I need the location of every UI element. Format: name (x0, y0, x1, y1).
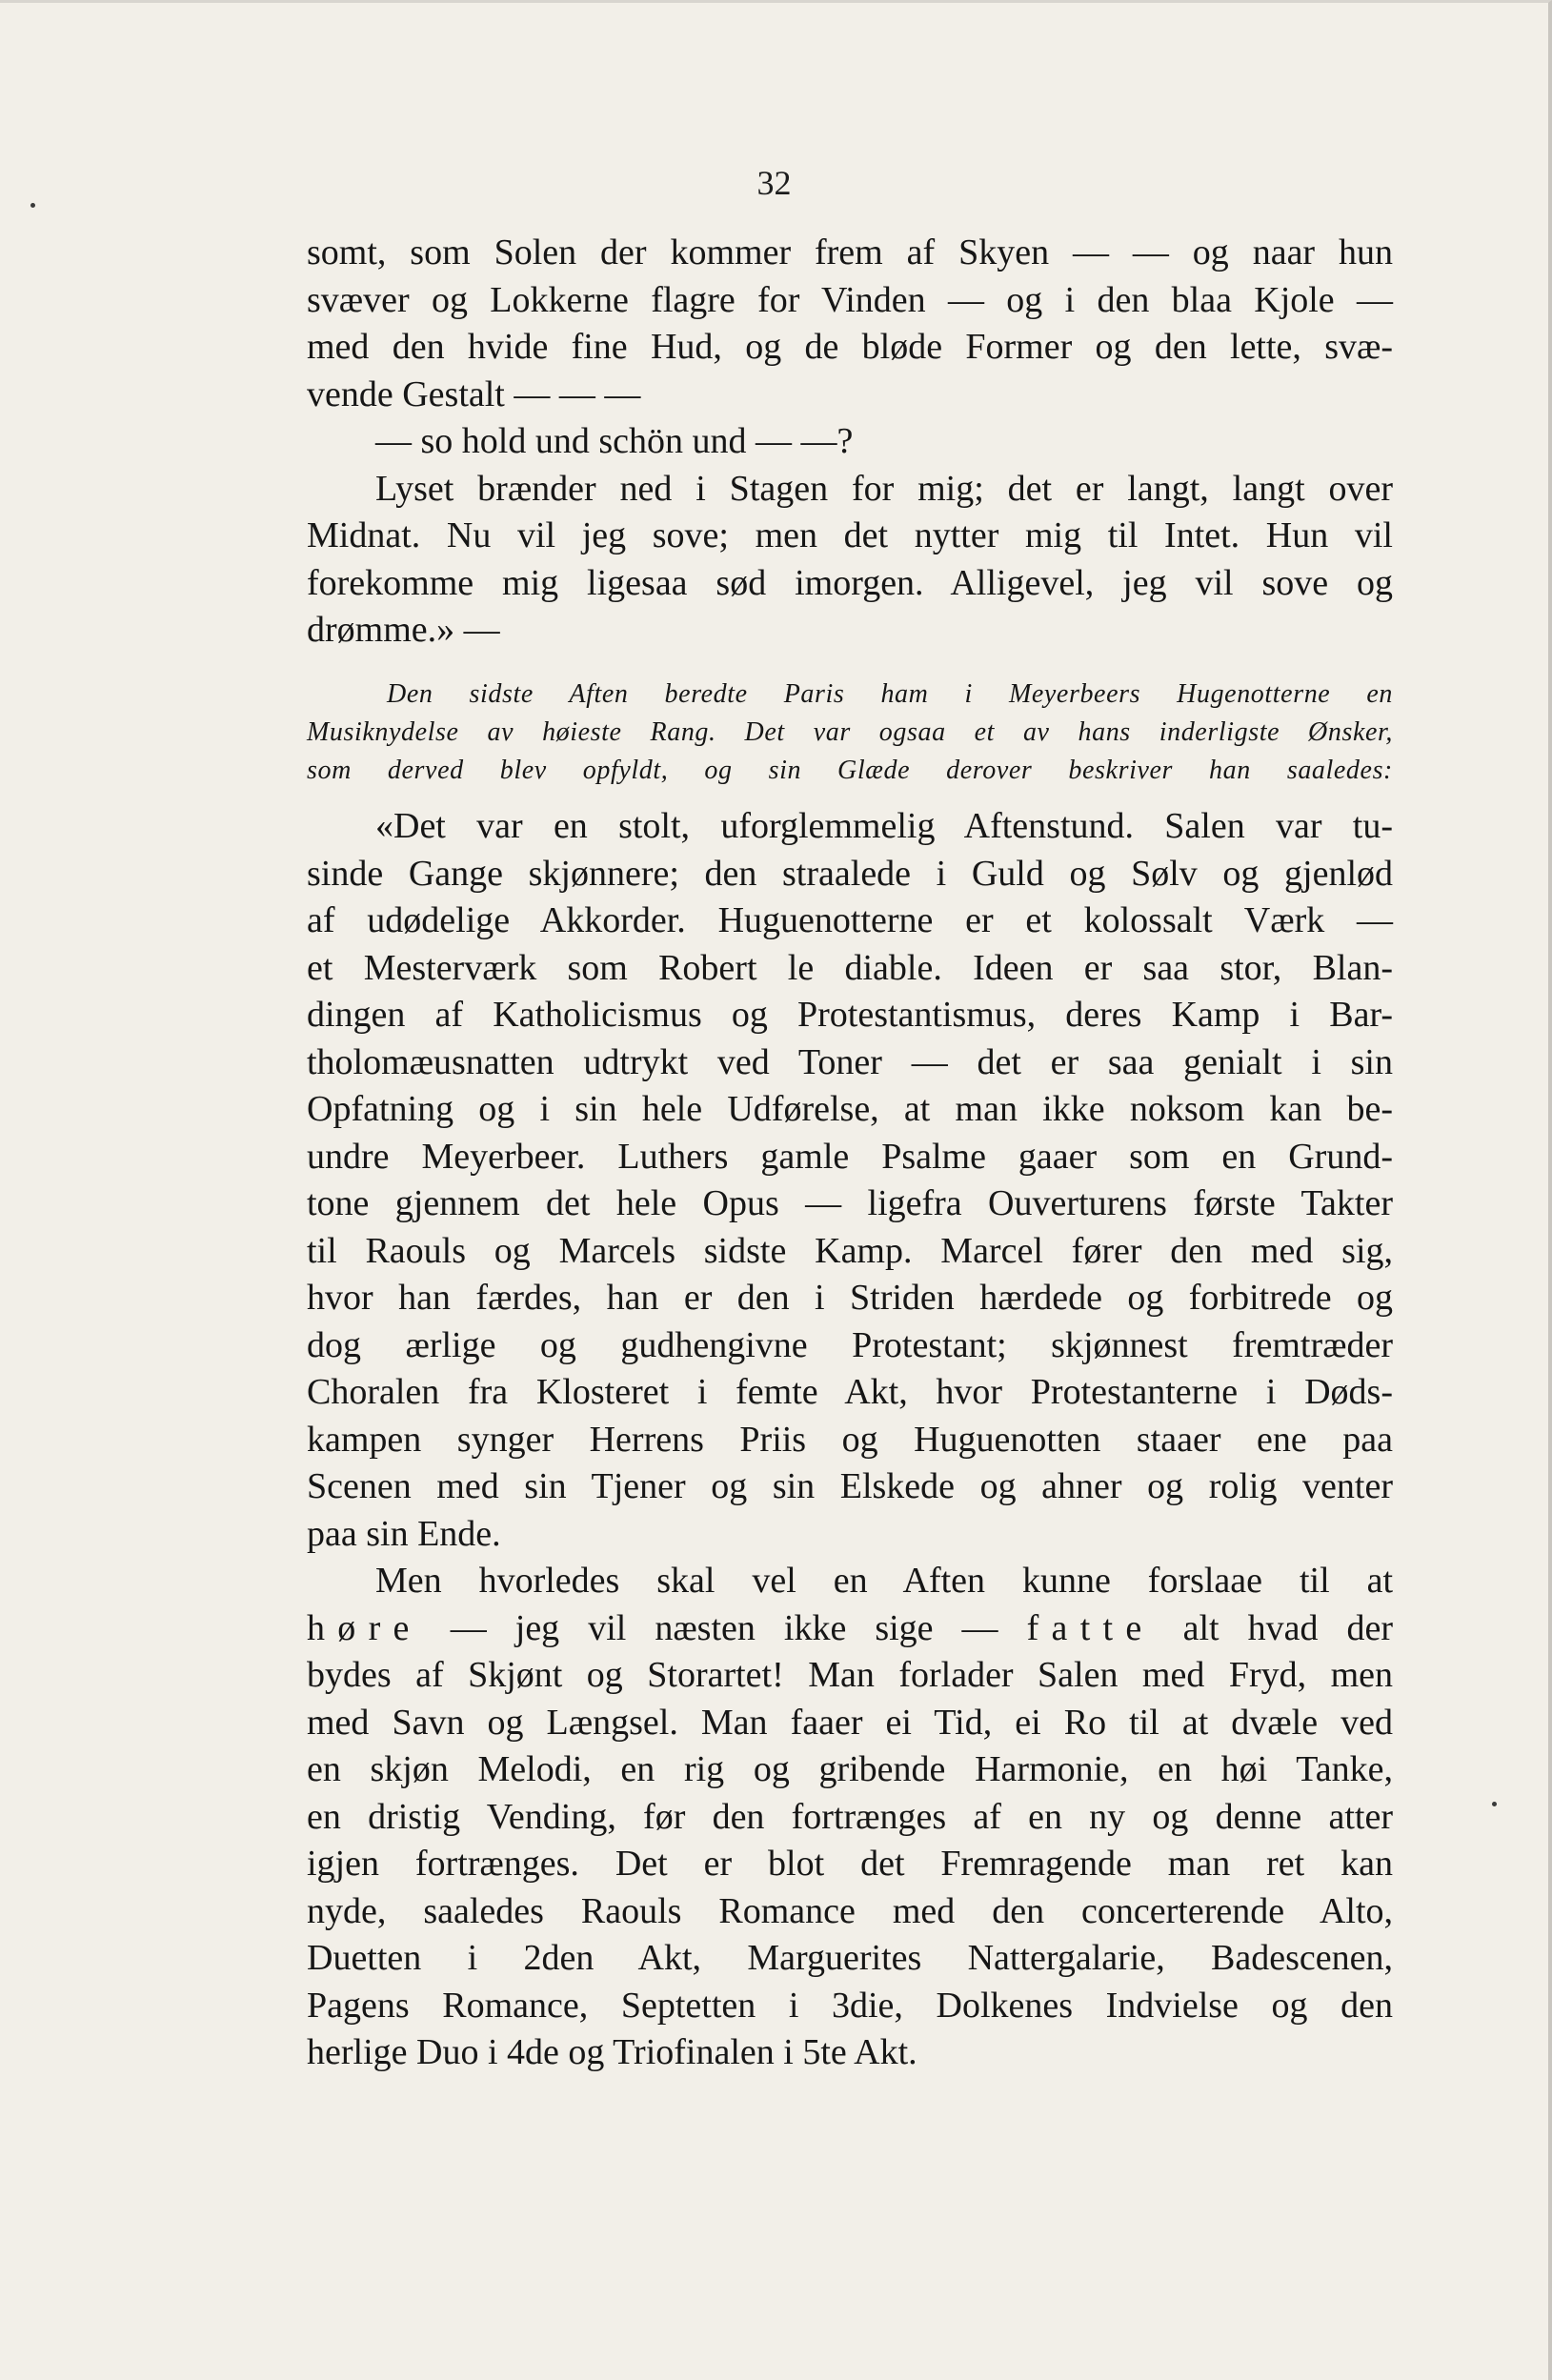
text-line: sinde Gange skjønnere; den straalede i Guld og Sølv og gjenlød (307, 853, 1393, 894)
text-line: dingen af Katholicismus og Protestantismus, deres Kamp i Bar- (307, 995, 1393, 1035)
text-line: herlige Duo i 4de og Triofinalen i 5te Akt. (307, 2032, 917, 2072)
text-line: «Det var en stolt, uforglemmelig Aftenstund. Salen var tu- (375, 806, 1393, 846)
text-line: kampen synger Herrens Priis og Huguenotten staaer ene paa (307, 1419, 1393, 1460)
text-line: Men hvorledes skal vel en Aften kunne forslaae til at (375, 1561, 1393, 1601)
caption-line: Den sidste Aften beredte Paris ham i Meyerbeers Hugenotterne en (387, 679, 1393, 709)
text-line: drømme.» — (307, 610, 500, 650)
text-line: med Savn og Længsel. Man faaer ei Tid, ei Ro til at dvæle ved (307, 1702, 1393, 1743)
text-line: Duetten i 2den Akt, Marguerites Nattergalarie, Badescenen, (307, 1938, 1393, 1978)
text-line: undre Meyerbeer. Luthers gamle Psalme gaaer som en Grund- (307, 1136, 1393, 1177)
text-line: forekomme mig ligesaa sød imorgen. Alligevel, jeg vil sove og (307, 562, 1393, 603)
text-line-spaced (307, 1605, 1393, 1653)
caption-line: Musiknydelse av høieste Rang. Det var ogsaa et av hans inderligste Ønsker, (307, 717, 1393, 747)
text-line: Lyset brænder ned i Stagen for mig; det er langt, langt over (375, 468, 1393, 509)
spaced-word: høre (307, 1607, 422, 1648)
text-line: et Mesterværk som Robert le diable. Ideen er saa stor, Blan- (307, 947, 1393, 988)
text-line: nyde, saaledes Raouls Romance med den concerterende Alto, (307, 1890, 1393, 1931)
text-line: til Raouls og Marcels sidste Kamp. Marcel fører den med sig, (307, 1230, 1393, 1271)
text-line: tone gjennem det hele Opus — ligefra Ouverturens første Takter (307, 1183, 1393, 1223)
text-segment: alt hvad der (1154, 1607, 1394, 1648)
text-line: en dristig Vending, før den fortrænges af en ny og denne atter (307, 1796, 1393, 1837)
text-line: hvor han færdes, han er den i Striden hærdede og forbitrede og (307, 1278, 1393, 1318)
text-line: igjen fortrænges. Det er blot det Fremragende man ret kan (307, 1844, 1393, 1884)
speck-mark (30, 203, 35, 208)
text-segment: — jeg vil næsten ikke sige — (421, 1607, 1027, 1648)
body-text-top (307, 230, 1393, 655)
text-line: med den hvide fine Hud, og de bløde Former og den lette, svæ- (307, 327, 1393, 367)
text-line: svæver og Lokkerne flagre for Vinden — og i den blaa Kjole — (307, 279, 1393, 320)
text-line: Pagens Romance, Septetten i 3die, Dolkenes Indvielse og den (307, 1985, 1393, 2026)
spaced-word: fatte (1026, 1607, 1155, 1648)
text-line: af udødelige Akkorder. Huguenotterne er et kolossalt Værk — (307, 900, 1393, 940)
text-line: paa sin Ende. (307, 1513, 501, 1554)
text-line: Midnat. Nu vil jeg sove; men det nytter mig til Intet. Hun vil (307, 515, 1393, 555)
page-number: 32 (756, 164, 792, 202)
text-line: somt, som Solen der kommer frem af Skyen — — og naar hun (307, 232, 1393, 272)
italic-caption (307, 676, 1393, 790)
text-line: vende Gestalt — — — (307, 373, 641, 414)
body-text-bottom (307, 803, 1393, 2077)
text-line: — so hold und schön und — —? (375, 421, 854, 461)
text-line: Opfatning og i sin hele Udførelse, at man ikke noksom kan be- (307, 1089, 1393, 1129)
speck-mark (1492, 1802, 1497, 1806)
text-line: Choralen fra Klosteret i femte Akt, hvor Protestanterne i Døds- (307, 1372, 1393, 1412)
caption-line: som derved blev opfyldt, og sin Glæde derover beskriver han saaledes: (307, 756, 1393, 785)
text-line: bydes af Skjønt og Storartet! Man forlader Salen med Fryd, men (307, 1655, 1393, 1695)
text-line: tholomæusnatten udtrykt ved Toner — det er saa genialt i sin (307, 1041, 1393, 1082)
text-line: Scenen med sin Tjener og sin Elskede og ahner og rolig venter (307, 1466, 1393, 1506)
text-line: en skjøn Melodi, en rig og gribende Harmonie, en høi Tanke, (307, 1749, 1393, 1789)
text-line: dog ærlige og gudhengivne Protestant; skjønnest fremtræder (307, 1324, 1393, 1365)
